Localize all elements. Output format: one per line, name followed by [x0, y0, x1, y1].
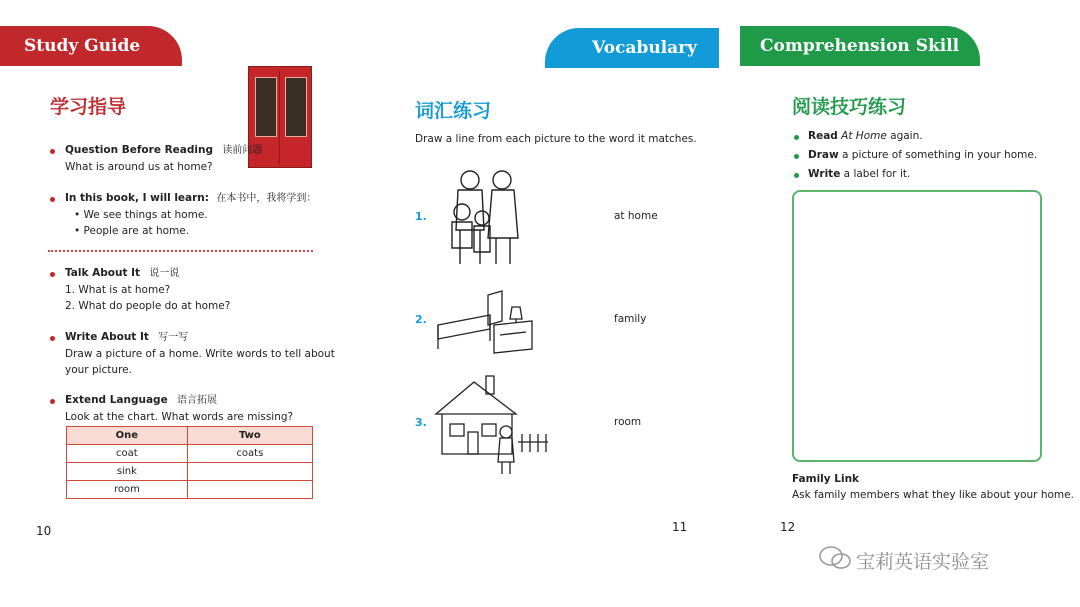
- comp-bullet-bold: Write: [808, 168, 841, 180]
- comp-bullet-bold: Draw: [808, 149, 839, 161]
- write-text: your picture.: [65, 364, 132, 376]
- write-cn: 写一写: [158, 332, 189, 343]
- item-number: 3.: [415, 416, 427, 429]
- chart-header: Two: [187, 427, 312, 445]
- learn-item: • People are at home.: [74, 225, 190, 237]
- tab-comprehension: [740, 26, 980, 66]
- write-title: Write About It: [65, 331, 149, 343]
- write-text: Draw a picture of a home. Write words to tell about: [65, 348, 335, 360]
- house-illustration: [430, 372, 555, 477]
- comp-bullet: [808, 128, 923, 144]
- talk-item: 2. What do people do at home?: [65, 300, 231, 312]
- talk-cn: 说一说: [149, 268, 180, 279]
- word-option: family: [614, 313, 647, 325]
- page11-heading: 词汇练习: [415, 100, 492, 122]
- bullet-icon: [794, 135, 799, 140]
- comp-bullet-rest: again.: [886, 130, 923, 142]
- chart-cell: coats: [187, 445, 312, 463]
- chart-cell: [187, 481, 312, 499]
- bullet-icon: [794, 173, 799, 178]
- tab-study-label: Study Guide: [24, 36, 141, 56]
- page-number-12: 12: [780, 520, 796, 534]
- write-section: [65, 329, 335, 378]
- family-illustration: [440, 160, 530, 270]
- bullet-icon: [794, 154, 799, 159]
- family-link-text: Ask family members what they like about your home.: [792, 489, 1074, 501]
- q-title: Question Before Reading: [65, 144, 213, 156]
- comp-bullet-rest: a picture of something in your home.: [838, 149, 1038, 161]
- extend-cn: 语言拓展: [177, 395, 218, 406]
- bullet-icon: [50, 197, 55, 202]
- word-option: room: [614, 416, 642, 428]
- tab-vocab-label: Vocabulary: [592, 38, 697, 58]
- item-number: 1.: [415, 210, 427, 223]
- q-cn: 读前问题: [222, 145, 263, 156]
- watermark-text: 宝莉英语实验室: [856, 551, 990, 573]
- learn-cn: 在本书中，我将学到：: [216, 193, 317, 204]
- bedroom-illustration: [430, 285, 550, 360]
- wechat-icon: [818, 545, 852, 571]
- bullet-icon: [50, 149, 55, 154]
- page10-heading: 学习指导: [50, 96, 127, 118]
- talk-item: 1. What is at home?: [65, 284, 171, 296]
- tab-study-guide: [0, 26, 182, 66]
- page-number-10: 10: [36, 524, 52, 538]
- tab-comp-label: Comprehension Skill: [760, 36, 960, 56]
- vocab-instruction: Draw a line from each picture to the word it matches.: [415, 133, 697, 145]
- word-chart: [66, 426, 313, 499]
- chart-cell: [187, 463, 312, 481]
- extend-section: [65, 392, 293, 425]
- book-title: At Home: [841, 130, 887, 142]
- item-number: 2.: [415, 313, 427, 326]
- comp-bullet: [808, 166, 910, 182]
- learn-item: • We see things at home.: [74, 209, 208, 221]
- chart-cell: sink: [67, 463, 188, 481]
- bullet-icon: [50, 399, 55, 404]
- word-option: at home: [614, 210, 658, 222]
- comp-bullet-bold: Read: [808, 130, 838, 142]
- q-text: What is around us at home?: [65, 161, 213, 173]
- chart-cell: room: [67, 481, 188, 499]
- page-number-11: 11: [672, 520, 688, 534]
- comp-bullet-rest: a label for it.: [840, 168, 911, 180]
- extend-title: Extend Language: [65, 394, 168, 406]
- extend-text: Look at the chart. What words are missing?: [65, 411, 294, 423]
- tab-vocabulary: [545, 28, 719, 68]
- drawing-box[interactable]: [792, 190, 1042, 462]
- page12-heading: 阅读技巧练习: [792, 96, 907, 118]
- chart-header: One: [67, 427, 188, 445]
- talk-title: Talk About It: [65, 267, 141, 279]
- dotted-divider: [48, 250, 313, 252]
- learn-section: [65, 190, 316, 239]
- bullet-icon: [50, 272, 55, 277]
- question-before-reading: [65, 142, 262, 175]
- learn-title: In this book, I will learn:: [65, 192, 209, 204]
- talk-section: [65, 265, 230, 314]
- bullet-icon: [50, 336, 55, 341]
- comp-bullet: [808, 147, 1037, 163]
- family-link-title: Family Link: [792, 473, 860, 485]
- chart-cell: coat: [67, 445, 188, 463]
